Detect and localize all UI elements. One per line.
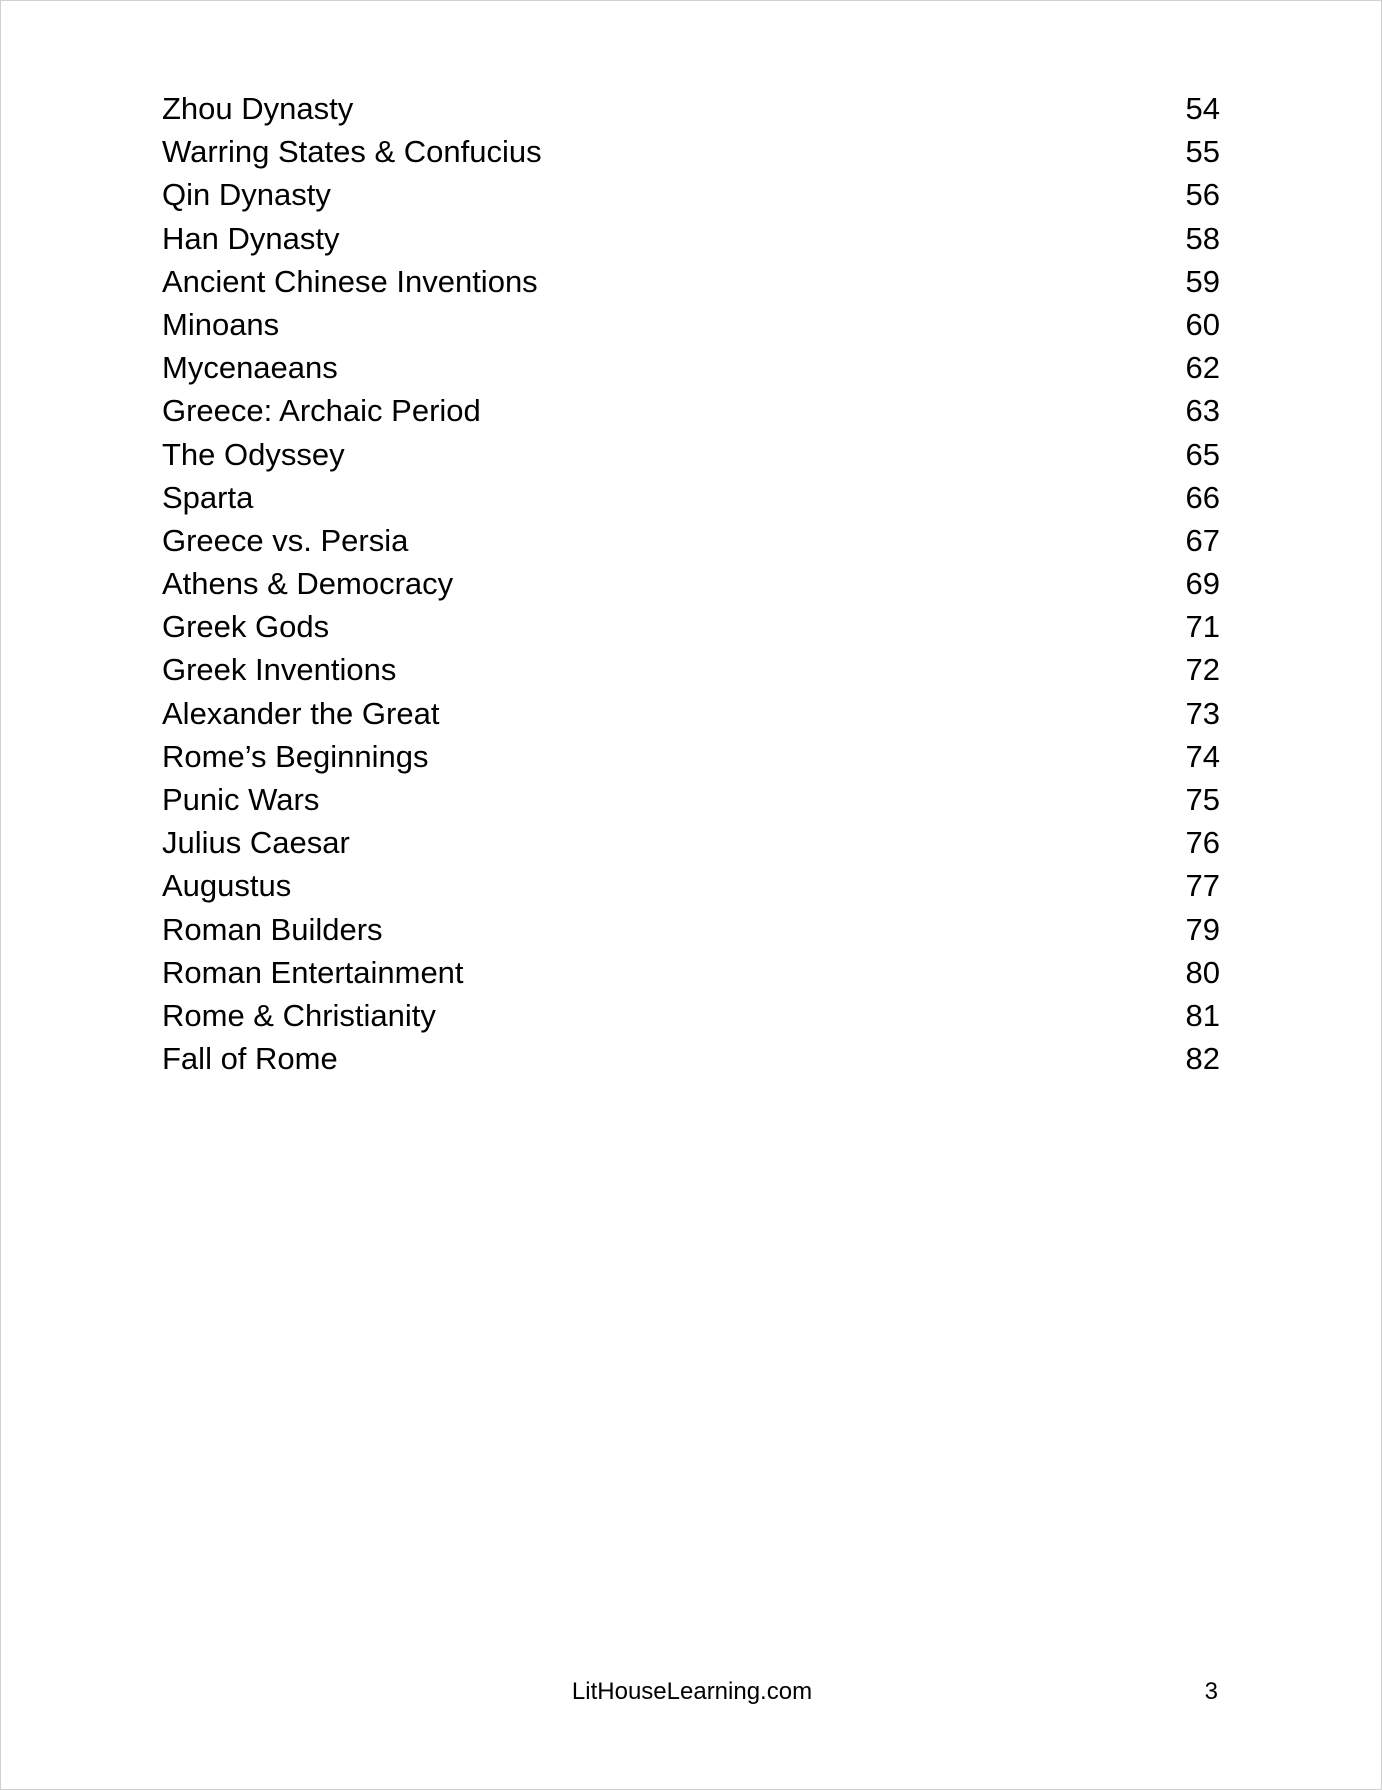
footer-page-number: 3: [1204, 1678, 1218, 1705]
toc-entry-page-number: 72: [1185, 652, 1220, 688]
toc-entry: [162, 476, 1220, 519]
toc-entry-page-number: 54: [1185, 91, 1220, 126]
toc-entry-page-number: 82: [1185, 1041, 1220, 1077]
toc-entry: [162, 346, 1220, 389]
toc-entry: [162, 389, 1220, 432]
toc-entry: [162, 951, 1220, 994]
toc-entry: [162, 433, 1220, 476]
toc-entry-title: Athens & Democracy: [162, 566, 454, 602]
toc-entry-page-number: 79: [1185, 911, 1220, 947]
toc-entry: [162, 648, 1220, 691]
toc-entry-title: Han Dynasty: [162, 220, 340, 256]
toc-entry-page-number: 80: [1185, 954, 1220, 990]
toc-entry-page-number: 73: [1185, 695, 1220, 731]
toc-entry-page-number: 60: [1185, 306, 1220, 342]
toc-entry-title: Qin Dynasty: [162, 177, 331, 213]
toc-entry: [162, 217, 1220, 260]
toc-entry-title: Greek Gods: [162, 609, 330, 645]
toc-entry-title: Sparta: [162, 479, 254, 515]
toc-entry: [162, 908, 1220, 951]
toc-entry-page-number: 74: [1185, 738, 1220, 774]
toc-entry: [162, 519, 1220, 562]
toc-entry-title: Greece: Archaic Period: [162, 393, 481, 429]
toc-entry-title: Greece vs. Persia: [162, 522, 409, 558]
toc-entry: [162, 692, 1220, 735]
toc-entry-title: Ancient Chinese Inventions: [162, 263, 538, 299]
toc-entry-page-number: 75: [1185, 782, 1220, 817]
toc-entry-title: Julius Caesar: [162, 825, 350, 861]
toc-entry-title: Fall of Rome: [162, 1041, 338, 1077]
toc-entry-page-number: 76: [1185, 825, 1220, 861]
toc-entry-title: Minoans: [162, 306, 280, 342]
toc-entry-title: Warring States & Confucius: [162, 134, 542, 170]
toc-entry-title: Roman Entertainment: [162, 954, 464, 990]
toc-entry: [162, 303, 1220, 346]
toc-entry-title: Augustus: [162, 868, 292, 904]
table-of-contents: [162, 87, 1220, 1080]
toc-entry-title: Rome & Christianity: [162, 997, 436, 1033]
toc-entry-title: Punic Wars: [162, 782, 320, 817]
footer-website: LitHouseLearning.com: [571, 1678, 813, 1705]
toc-entry: [162, 735, 1220, 778]
toc-entry-page-number: 66: [1185, 479, 1220, 515]
toc-entry-page-number: 65: [1185, 436, 1220, 472]
toc-entry-title: The Odyssey: [162, 436, 345, 472]
toc-entry: [162, 864, 1220, 907]
toc-entry-page-number: 71: [1185, 609, 1220, 645]
toc-entry-page-number: 59: [1185, 263, 1220, 299]
toc-entry-title: Roman Builders: [162, 911, 383, 947]
toc-entry-page-number: 55: [1185, 134, 1220, 170]
toc-entry-page-number: 77: [1185, 868, 1220, 904]
toc-entry: [162, 821, 1220, 864]
toc-entry: [162, 778, 1220, 821]
toc-entry-title: Greek Inventions: [162, 652, 397, 688]
toc-entry-title: Rome’s Beginnings: [162, 738, 429, 774]
toc-entry: [162, 994, 1220, 1037]
toc-entry: [162, 562, 1220, 605]
toc-entry: [162, 130, 1220, 173]
toc-entry-title: Alexander the Great: [162, 695, 440, 731]
toc-entry: [162, 260, 1220, 303]
toc-entry-page-number: 58: [1185, 220, 1220, 256]
toc-entry-page-number: 67: [1185, 522, 1220, 558]
toc-entry-page-number: 56: [1185, 177, 1220, 213]
toc-entry: [162, 173, 1220, 216]
toc-entry-page-number: 62: [1185, 350, 1220, 386]
toc-entry-page-number: 69: [1185, 566, 1220, 602]
toc-entry-title: Zhou Dynasty: [162, 91, 354, 126]
toc-entry-page-number: 63: [1185, 393, 1220, 429]
toc-entry: [162, 605, 1220, 648]
toc-entry-title: Mycenaeans: [162, 350, 338, 386]
toc-entry: [162, 1037, 1220, 1080]
toc-entry-page-number: 81: [1185, 997, 1220, 1033]
toc-entry: [162, 87, 1220, 130]
